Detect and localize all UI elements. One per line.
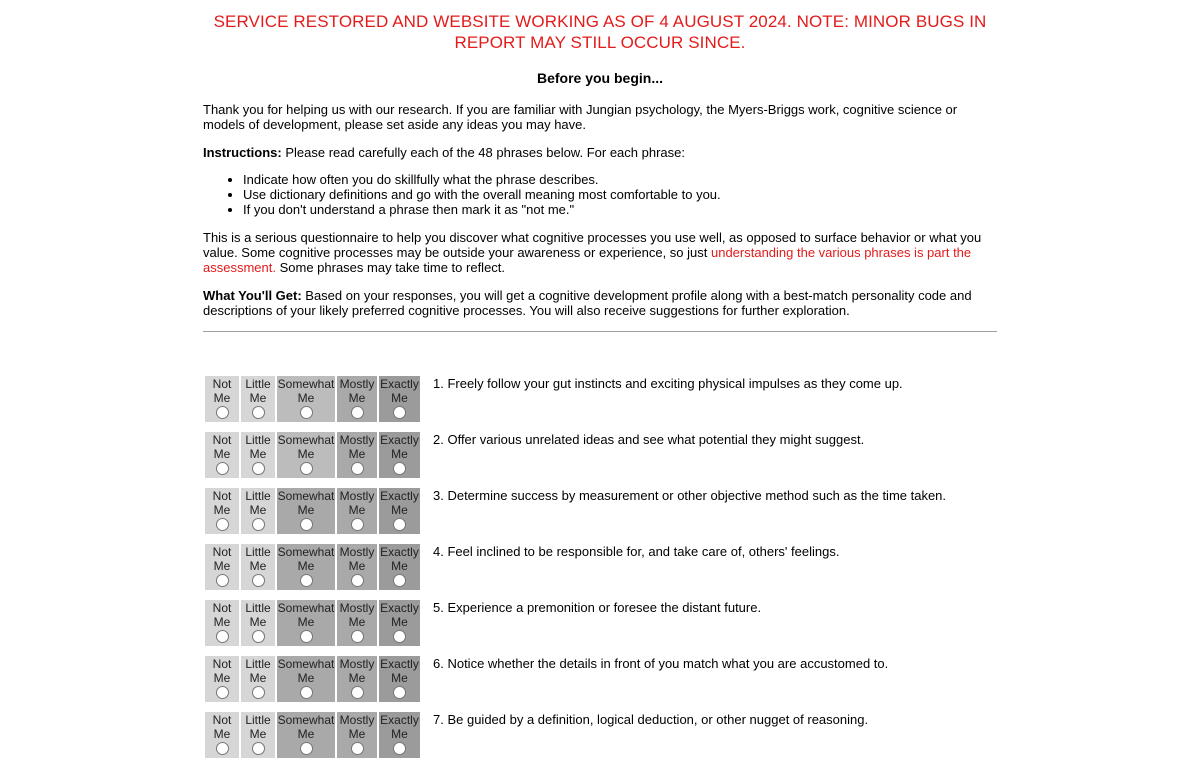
serious-highlight: understanding the various phrases is part the assessment. — [203, 245, 972, 275]
option-label: Me — [249, 615, 267, 629]
question-text: 3. Determine success by measurement or other objective method such as the time taken. — [433, 488, 947, 503]
option-label: Me — [249, 671, 267, 685]
radio-button[interactable] — [300, 574, 313, 587]
rating-scale — [205, 712, 420, 758]
option-label: Not — [212, 433, 232, 447]
option-label: Not — [212, 489, 232, 503]
what-you-get-paragraph — [203, 288, 997, 318]
option-little-me[interactable] — [241, 712, 275, 758]
radio-button[interactable] — [351, 686, 364, 699]
serious-text: This is a serious questionnaire to help you discover what cognitive processes you use well, as opposed to surface behavior or what you value. Some cognitive processes may be outside your awareness or experience, so just — [203, 230, 982, 260]
option-label: Somewhat — [277, 601, 335, 615]
option-label: Me — [391, 391, 408, 405]
option-label: Exactly — [380, 489, 419, 503]
question-row — [203, 712, 997, 768]
what-you-get-text: Based on your responses, you will get a cognitive development profile along with a best-match personality code and descriptions of your likely preferred cognitive processes. You will also receive suggestions for further exploration. — [203, 288, 972, 318]
option-exactly-me[interactable] — [379, 488, 420, 534]
option-label: Me — [297, 391, 315, 405]
option-mostly-me[interactable] — [337, 656, 377, 702]
option-label: Little — [245, 545, 271, 559]
option-label: Mostly — [339, 433, 375, 447]
option-label: Me — [391, 503, 408, 517]
question-row — [203, 656, 997, 712]
option-label: Me — [391, 615, 408, 629]
radio-button[interactable] — [300, 462, 313, 475]
option-label: Me — [249, 503, 267, 517]
radio-button[interactable] — [393, 406, 406, 419]
option-not-me[interactable] — [205, 488, 239, 534]
option-not-me[interactable] — [205, 656, 239, 702]
option-mostly-me[interactable] — [337, 376, 377, 422]
option-label: Me — [249, 391, 267, 405]
option-label: Exactly — [380, 433, 419, 447]
option-label: Little — [245, 713, 271, 727]
option-label: Me — [249, 727, 267, 741]
rating-scale — [205, 544, 420, 590]
radio-button[interactable] — [252, 462, 265, 475]
list-item: • Indicate how often you do skillfully what the phrase describes. — [243, 172, 997, 187]
option-exactly-me[interactable] — [379, 656, 420, 702]
option-label: Somewhat — [277, 713, 335, 727]
option-little-me[interactable] — [241, 600, 275, 646]
option-label: Exactly — [380, 601, 419, 615]
option-somewhat-me[interactable] — [277, 600, 335, 646]
divider — [203, 331, 997, 332]
option-label: Little — [245, 433, 271, 447]
option-label: Me — [213, 671, 231, 685]
radio-button[interactable] — [216, 630, 229, 643]
serious-text-end: Some phrases may take time to reflect. — [275, 260, 506, 275]
option-mostly-me[interactable] — [337, 712, 377, 758]
option-label: Somewhat — [277, 489, 335, 503]
option-somewhat-me[interactable] — [277, 656, 335, 702]
radio-button[interactable] — [393, 630, 406, 643]
option-somewhat-me[interactable] — [277, 488, 335, 534]
option-label: Me — [348, 447, 366, 461]
radio-button[interactable] — [252, 686, 265, 699]
option-exactly-me[interactable] — [379, 376, 420, 422]
radio-button[interactable] — [252, 574, 265, 587]
option-mostly-me[interactable] — [337, 544, 377, 590]
questionnaire — [203, 376, 997, 768]
rating-scale — [205, 488, 420, 534]
radio-button[interactable] — [300, 518, 313, 531]
option-label: Me — [297, 727, 315, 741]
instructions-text: Please read carefully each of the 48 phrases below. For each phrase: — [281, 145, 685, 160]
radio-button[interactable] — [216, 742, 229, 755]
radio-button[interactable] — [300, 686, 313, 699]
rating-scale — [205, 432, 420, 478]
option-label: Somewhat — [277, 433, 335, 447]
option-label: Not — [212, 713, 232, 727]
before-heading: Before you begin... — [536, 70, 663, 86]
option-label: Me — [348, 391, 366, 405]
question-row — [203, 544, 997, 600]
option-label: Me — [249, 559, 267, 573]
option-label: Exactly — [380, 657, 419, 671]
option-label: Me — [348, 671, 366, 685]
question-row — [203, 600, 997, 656]
option-not-me[interactable] — [205, 432, 239, 478]
option-not-me[interactable] — [205, 376, 239, 422]
option-label: Me — [391, 559, 408, 573]
option-somewhat-me[interactable] — [277, 544, 335, 590]
option-exactly-me[interactable] — [379, 600, 420, 646]
question-row — [203, 488, 997, 544]
question-text: 7. Be guided by a definition, logical deduction, or other nugget of reasoning. — [433, 712, 869, 727]
service-notice: SERVICE RESTORED AND WEBSITE WORKING AS OF 4 AUGUST 2024. NOTE: MINOR BUGS IN REPORT MAY STILL OCCUR SINCE. — [213, 12, 987, 52]
radio-button[interactable] — [216, 686, 229, 699]
option-label: Me — [348, 503, 366, 517]
rating-scale — [205, 376, 420, 422]
serious-paragraph — [203, 230, 997, 275]
option-not-me[interactable] — [205, 712, 239, 758]
option-label: Me — [348, 727, 366, 741]
option-label: Me — [348, 559, 366, 573]
option-label: Me — [391, 671, 408, 685]
question-text: 5. Experience a premonition or foresee the distant future. — [433, 600, 762, 615]
option-label: Mostly — [339, 489, 375, 503]
instructions-label: Instructions: — [203, 145, 282, 160]
radio-button[interactable] — [351, 462, 364, 475]
radio-button[interactable] — [252, 406, 265, 419]
radio-button[interactable] — [393, 462, 406, 475]
radio-button[interactable] — [393, 742, 406, 755]
list-item: • Use dictionary definitions and go with the overall meaning most comfortable to you. — [243, 187, 997, 202]
radio-button[interactable] — [393, 686, 406, 699]
radio-button[interactable] — [351, 406, 364, 419]
option-little-me[interactable] — [241, 376, 275, 422]
option-label: Me — [297, 559, 315, 573]
option-label: Little — [245, 657, 271, 671]
option-label: Mostly — [339, 713, 375, 727]
question-text: 4. Feel inclined to be responsible for, and take care of, others' feelings. — [433, 544, 840, 559]
option-exactly-me[interactable] — [379, 544, 420, 590]
option-label: Mostly — [339, 657, 375, 671]
option-label: Exactly — [380, 713, 419, 727]
option-label: Me — [348, 615, 366, 629]
option-label: Me — [213, 615, 231, 629]
option-little-me[interactable] — [241, 544, 275, 590]
option-label: Little — [245, 601, 271, 615]
option-label: Somewhat — [277, 377, 335, 391]
option-label: Mostly — [339, 601, 375, 615]
radio-button[interactable] — [351, 518, 364, 531]
option-label: Me — [297, 615, 315, 629]
option-little-me[interactable] — [241, 432, 275, 478]
radio-button[interactable] — [252, 630, 265, 643]
option-label: Exactly — [380, 545, 419, 559]
rating-scale — [205, 656, 420, 702]
option-mostly-me[interactable] — [337, 432, 377, 478]
option-label: Me — [391, 727, 408, 741]
option-label: Me — [213, 391, 231, 405]
radio-button[interactable] — [393, 574, 406, 587]
option-somewhat-me[interactable] — [277, 376, 335, 422]
list-item: • If you don't understand a phrase then mark it as "not me." — [243, 202, 997, 217]
radio-button[interactable] — [300, 742, 313, 755]
radio-button[interactable] — [351, 742, 364, 755]
option-label: Mostly — [339, 377, 375, 391]
option-label: Me — [213, 503, 231, 517]
radio-button[interactable] — [300, 406, 313, 419]
intro-paragraph: Thank you for helping us with our research. If you are familiar with Jungian psychology, the Myers-Briggs work, cognitive science or models of development, please set aside any ideas you may have. — [203, 102, 958, 132]
option-mostly-me[interactable] — [337, 600, 377, 646]
option-label: Exactly — [380, 377, 419, 391]
instructions-list — [203, 172, 997, 217]
option-little-me[interactable] — [241, 656, 275, 702]
radio-button[interactable] — [351, 574, 364, 587]
radio-button[interactable] — [216, 406, 229, 419]
radio-button[interactable] — [351, 630, 364, 643]
option-label: Not — [212, 377, 232, 391]
option-label: Not — [212, 657, 232, 671]
option-not-me[interactable] — [205, 544, 239, 590]
what-you-get-label: What You'll Get: — [203, 288, 302, 303]
option-little-me[interactable] — [241, 488, 275, 534]
question-text: 6. Notice whether the details in front of you match what you are accustomed to. — [433, 656, 889, 671]
option-exactly-me[interactable] — [379, 432, 420, 478]
radio-button[interactable] — [252, 518, 265, 531]
option-label: Me — [297, 503, 315, 517]
instructions-paragraph — [203, 145, 997, 160]
option-label: Me — [249, 447, 267, 461]
option-label: Not — [212, 601, 232, 615]
radio-button[interactable] — [300, 630, 313, 643]
option-somewhat-me[interactable] — [277, 712, 335, 758]
radio-button[interactable] — [216, 574, 229, 587]
option-label: Me — [213, 727, 231, 741]
option-somewhat-me[interactable] — [277, 432, 335, 478]
option-not-me[interactable] — [205, 600, 239, 646]
option-label: Me — [297, 447, 315, 461]
option-label: Little — [245, 377, 271, 391]
question-text: 2. Offer various unrelated ideas and see what potential they might suggest. — [433, 432, 865, 447]
option-label: Me — [297, 671, 315, 685]
rating-scale — [205, 600, 420, 646]
option-label: Me — [213, 447, 231, 461]
page-content — [203, 0, 997, 768]
option-label: Me — [213, 559, 231, 573]
question-text: 1. Freely follow your gut instincts and exciting physical impulses as they come up. — [433, 376, 903, 391]
option-label: Not — [212, 545, 232, 559]
radio-button[interactable] — [216, 518, 229, 531]
option-exactly-me[interactable] — [379, 712, 420, 758]
question-row — [203, 432, 997, 488]
radio-button[interactable] — [216, 462, 229, 475]
option-label: Me — [391, 447, 408, 461]
question-row — [203, 376, 997, 432]
option-label: Little — [245, 489, 271, 503]
radio-button[interactable] — [393, 518, 406, 531]
radio-button[interactable] — [252, 742, 265, 755]
option-label: Somewhat — [277, 545, 335, 559]
option-label: Somewhat — [277, 657, 335, 671]
option-mostly-me[interactable] — [337, 488, 377, 534]
option-label: Mostly — [339, 545, 375, 559]
